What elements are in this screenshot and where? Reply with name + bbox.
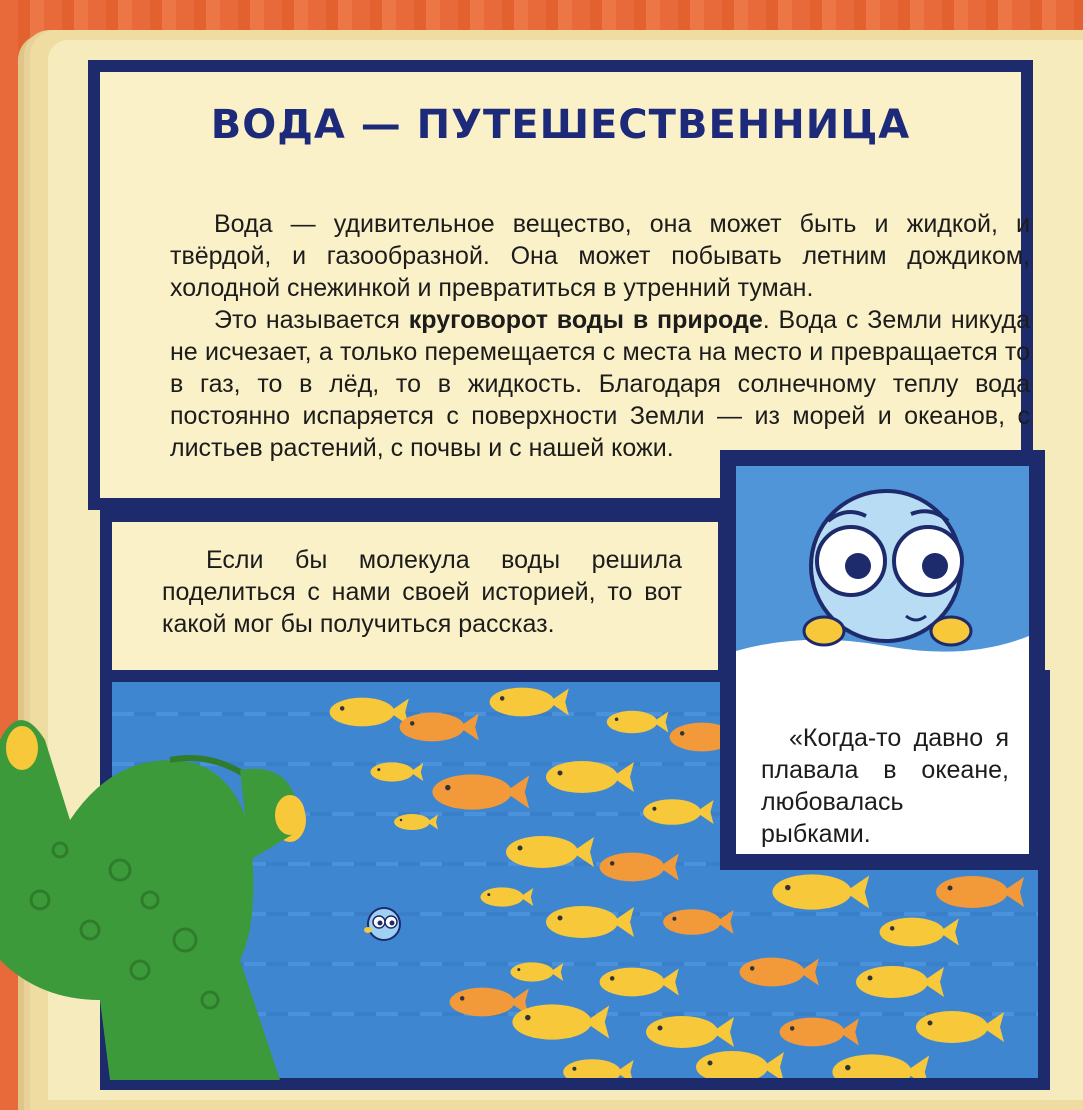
title-panel (88, 60, 1033, 182)
paragraph-2 (170, 304, 1030, 464)
quote-box (736, 696, 1029, 854)
quote-text: «Когда-то давно я плавала в океане, любовалась рыбками. (761, 724, 1009, 848)
paragraph-2-end: . Вода с Земли никуда не исчезает, а только перемещается с места на место и превращается то в газ, то в лёд, то в жидкость. Благодаря солнечному теплу вода постоянно испаряется с поверхности Земли — из морей и океанов, с листьев растений, с почвы и с нашей кожи. (170, 306, 1030, 462)
water-drop-character (736, 466, 1029, 696)
paragraph-2-bold: круговорот воды в природе (408, 306, 763, 334)
paragraph-2-start: Это называется (214, 306, 409, 334)
molecule-story-panel (720, 450, 1045, 870)
frog-hand-illustration (0, 700, 330, 1080)
page-title: ВОДА — ПУТЕШЕСТВЕННИЦА (210, 102, 911, 148)
story-intro-panel (100, 510, 730, 685)
paragraph-3: Если бы молекула воды решила поделиться с нами своей историей, то вот какой мог бы получиться рассказ. (162, 546, 682, 638)
water-drop-character-small (364, 908, 400, 940)
paragraph-1: Вода — удивительное вещество, она может быть и жидкой, и твёрдой, и газообразной. Она может побывать летним дождиком, холодной снежинкой и превратиться в утренний туман. (170, 210, 1030, 302)
main-text (170, 208, 1030, 464)
molecule-illustration (736, 466, 1029, 696)
